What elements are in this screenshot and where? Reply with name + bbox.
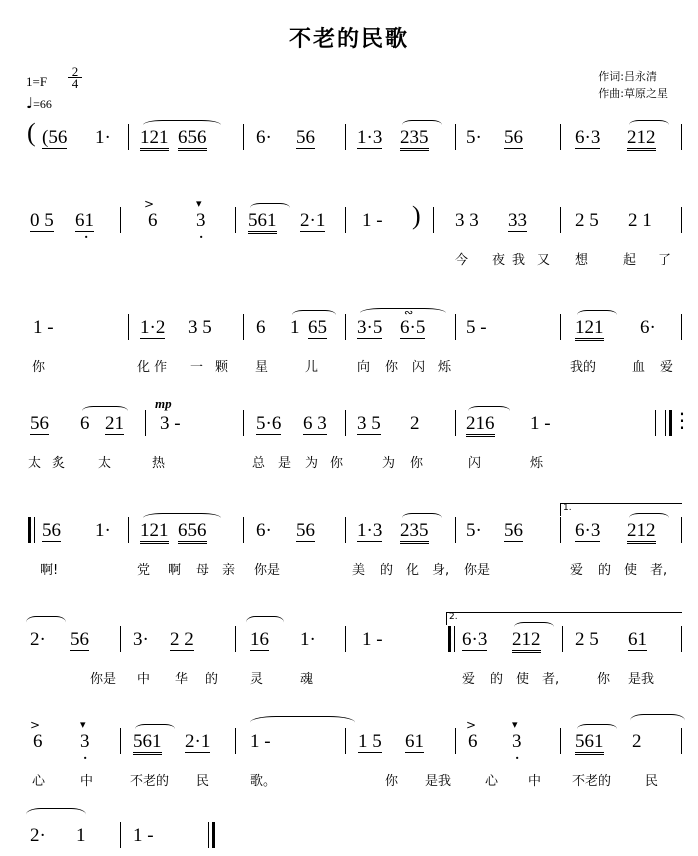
lyric-syllable: 者, — [650, 563, 668, 578]
note-group: 6·5 — [400, 317, 426, 338]
note-group: 56 — [42, 520, 61, 541]
lyricist: 作词:吕永清 — [598, 70, 657, 83]
barline — [145, 410, 146, 436]
lyric-syllable: 使 — [516, 672, 530, 687]
barline — [120, 207, 121, 233]
ornament-mark: ▾ — [80, 718, 86, 731]
lyric-syllable: 歌。 — [250, 774, 277, 789]
barline — [681, 626, 682, 652]
system-2-lyrics — [0, 249, 698, 271]
slur — [135, 724, 175, 734]
system-7-lyrics — [0, 770, 698, 792]
note-group: 216 — [466, 414, 495, 437]
lyric-syllable: 的 — [205, 672, 219, 687]
volta-bracket-2 — [446, 612, 682, 625]
system-5-notes — [0, 503, 698, 559]
close-paren: ) — [412, 201, 421, 230]
lyric-syllable: 心 — [32, 774, 46, 789]
ornament-mark: ▾ — [512, 718, 518, 731]
barline — [120, 626, 121, 652]
note-group: 2· — [30, 629, 46, 650]
note-group: 1 — [76, 825, 86, 846]
barline — [345, 517, 346, 543]
lyric-syllable: 化 作 — [137, 360, 168, 375]
lyric-syllable: 烁 — [530, 456, 544, 471]
slur — [402, 513, 442, 523]
note-group: 56 — [504, 127, 523, 148]
time-signature — [68, 66, 82, 89]
slur — [250, 716, 355, 729]
slur — [26, 808, 86, 821]
lyric-syllable: 灵 — [250, 672, 264, 687]
barline — [562, 626, 563, 652]
meter-numerator: 2 — [71, 64, 79, 79]
note-group: 6·3 — [462, 629, 488, 650]
octave-dot: · — [514, 748, 521, 769]
slur — [514, 622, 554, 632]
slur — [246, 616, 284, 629]
barline — [345, 124, 346, 150]
quarter-note-icon: ♩ — [26, 94, 34, 112]
note-group: 212 — [627, 128, 656, 151]
lyric-syllable: 你是 — [254, 563, 281, 578]
dynamic-marking: mp — [155, 396, 172, 411]
lyric-syllable: 是 — [278, 456, 292, 471]
note-group: 1 - — [362, 629, 383, 650]
slur — [82, 406, 128, 416]
note-group: 1· — [95, 520, 111, 541]
barline — [345, 207, 346, 233]
slur — [577, 310, 617, 320]
system-6-lyrics — [0, 668, 698, 690]
tempo-marking — [26, 94, 52, 112]
ornament-mark: ▾ — [196, 197, 202, 210]
note-group: 3 — [512, 731, 522, 752]
lyric-syllable: 中 — [80, 774, 94, 789]
lyric-syllable: 是我 — [628, 672, 655, 687]
key-signature: 1=F — [26, 74, 48, 89]
system-4-notes — [0, 396, 698, 452]
note-group: 6 3 — [303, 413, 327, 434]
lyric-syllable: 使 — [624, 563, 638, 578]
system-3-notes — [0, 306, 698, 356]
note-group: 1·3 — [357, 127, 383, 148]
note-group: (56 — [42, 127, 68, 148]
note-group: 1 - — [362, 210, 383, 231]
credits — [598, 68, 668, 102]
lyric-syllable: 心 — [485, 774, 499, 789]
lyric-syllable: 啊! — [40, 563, 59, 578]
note-group: 5 - — [466, 317, 487, 338]
volta-label: 2. — [449, 612, 458, 622]
repeat-start-icon: ⋮ — [20, 515, 40, 539]
slur — [250, 203, 290, 213]
lyric-syllable: 不老的 — [572, 774, 612, 789]
lyric-syllable: 的 — [490, 672, 504, 687]
note-group: 1· — [95, 127, 111, 148]
note-group: 1·3 — [357, 520, 383, 541]
system-1-notes — [0, 118, 698, 166]
lyric-syllable: 啊 — [168, 563, 182, 578]
lyric-syllable: 我的 — [570, 360, 597, 375]
note-group: 1·2 — [140, 317, 166, 338]
system-2-notes — [0, 197, 698, 249]
note-group: 235 — [400, 521, 429, 544]
lyric-syllable: 闪 — [468, 456, 482, 471]
note-group: 5·6 — [256, 413, 282, 434]
slur — [143, 513, 221, 523]
note-group: 56 — [296, 520, 315, 541]
note-group: 3 - — [160, 413, 181, 434]
lyric-syllable: 向 — [357, 360, 371, 375]
slur — [402, 120, 442, 130]
slur — [360, 308, 446, 318]
note-group: 2 — [410, 413, 420, 434]
note-group: 561 — [248, 211, 277, 234]
final-barline — [208, 822, 215, 848]
lyric-syllable: 夜 — [492, 253, 506, 268]
lyric-syllable: 烁 — [438, 360, 452, 375]
barline — [243, 314, 244, 340]
note-group: 65 — [308, 317, 327, 338]
note-group: 212 — [512, 630, 541, 653]
barline — [345, 410, 346, 436]
lyric-syllable: 一 — [190, 360, 204, 375]
lyric-syllable: 党 — [137, 563, 151, 578]
barline — [128, 517, 129, 543]
lyric-syllable: 太 — [28, 456, 42, 471]
barline — [681, 517, 682, 543]
note-group: 6 — [256, 317, 266, 338]
lyric-syllable: 你 — [32, 360, 46, 375]
barline — [345, 314, 346, 340]
note-group: 2·1 — [300, 210, 326, 231]
note-group: 6 — [148, 210, 158, 231]
barline — [235, 728, 236, 754]
barline — [120, 822, 121, 848]
lyric-syllable: 身, — [432, 563, 450, 578]
note-group: 121 — [575, 318, 604, 341]
slur — [143, 120, 221, 130]
note-group: 61 — [405, 731, 424, 752]
system-5-lyrics — [0, 559, 698, 581]
lyric-syllable: 闪 — [412, 360, 426, 375]
note-group: 1 - — [133, 825, 154, 846]
note-group: 2 2 — [170, 629, 194, 650]
lyric-syllable: 今 — [455, 253, 469, 268]
note-group: 3 5 — [188, 317, 212, 338]
note-group: 56 — [296, 127, 315, 148]
lyric-syllable: 我 — [512, 253, 526, 268]
slur — [468, 406, 510, 416]
note-group: 21 — [105, 413, 124, 434]
barline — [681, 314, 682, 340]
barline — [433, 207, 434, 233]
lyric-syllable: 母 — [196, 563, 210, 578]
accent-mark: > — [144, 197, 155, 211]
lyric-syllable: 爱 — [570, 563, 584, 578]
system-8-notes — [0, 808, 698, 852]
barline — [560, 728, 561, 754]
note-group: 0 5 — [30, 210, 54, 231]
slur — [26, 616, 66, 629]
note-group: 6·3 — [575, 520, 601, 541]
note-group: 212 — [627, 521, 656, 544]
note-group: 2·1 — [185, 731, 211, 752]
lyric-syllable: 华 — [175, 672, 189, 687]
lyric-syllable: 你 — [385, 774, 399, 789]
lyric-syllable: 儿 — [305, 360, 319, 375]
barline — [128, 124, 129, 150]
lyric-syllable: 你 — [410, 456, 424, 471]
lyric-syllable: 民 — [196, 774, 210, 789]
lyric-syllable: 化 — [406, 563, 420, 578]
note-group: 61 — [75, 210, 94, 231]
note-group: 121 — [140, 521, 169, 544]
note-group: 3 — [80, 731, 90, 752]
double-barline — [665, 410, 672, 436]
barline — [235, 207, 236, 233]
lyric-syllable: 起 — [623, 253, 637, 268]
note-group: 2· — [30, 825, 46, 846]
system-6-notes — [0, 612, 698, 656]
barline — [560, 314, 561, 340]
note-group: 656 — [178, 128, 207, 151]
lyric-syllable: 爱 — [660, 360, 674, 375]
slur — [630, 714, 685, 727]
lyric-syllable: 血 — [632, 360, 646, 375]
lyric-syllable: 为 — [382, 456, 396, 471]
lyric-syllable: 是我 — [425, 774, 452, 789]
lyric-syllable: 想 — [575, 253, 589, 268]
lyric-syllable: 爱 — [462, 672, 476, 687]
note-group: 33 — [508, 210, 527, 231]
lyric-syllable: 魂 — [300, 672, 314, 687]
system-4-lyrics — [0, 452, 698, 474]
note-group: 656 — [178, 521, 207, 544]
note-group: 61 — [628, 629, 647, 650]
note-group: 2 1 — [628, 210, 652, 231]
note-group: 1 - — [33, 317, 54, 338]
note-group: 3 5 — [357, 413, 381, 434]
lyric-syllable: 又 — [537, 253, 551, 268]
accent-mark: > — [466, 718, 477, 732]
lyric-syllable: 中 — [528, 774, 542, 789]
barline — [560, 124, 561, 150]
system-7-notes — [0, 712, 698, 769]
barline — [120, 728, 121, 754]
page-title: 不老的民歌 — [288, 27, 409, 52]
barline — [128, 314, 129, 340]
note-group: 56 — [70, 629, 89, 650]
barline — [681, 728, 682, 754]
lyric-syllable: 颗 — [215, 360, 229, 375]
barline — [455, 410, 456, 436]
lyric-syllable: 中 — [137, 672, 151, 687]
note-group: 1· — [300, 629, 316, 650]
lyric-syllable: 的 — [598, 563, 612, 578]
note-group: 6 — [80, 413, 90, 434]
lyric-syllable: 亲 — [222, 563, 236, 578]
note-group: 6· — [256, 127, 272, 148]
repeat-end-icon: ⋮ — [672, 408, 692, 432]
ornament-mark: ∾ — [404, 306, 414, 319]
repeat-start-icon: ⋮ — [440, 624, 460, 648]
barline — [655, 410, 656, 436]
note-group: 1 - — [250, 731, 271, 752]
open-paren: ( — [27, 118, 36, 147]
note-group: 16 — [250, 629, 269, 650]
barline — [243, 124, 244, 150]
lyric-syllable: 了 — [658, 253, 672, 268]
lyric-syllable: 总 — [252, 456, 266, 471]
meter-denominator: 4 — [68, 77, 82, 89]
note-group: 561 — [133, 732, 162, 755]
note-group: 561 — [575, 732, 604, 755]
note-group: 121 — [140, 128, 169, 151]
note-group: 1 — [290, 317, 300, 338]
note-group: 2 — [632, 731, 642, 752]
note-group: 6 — [33, 731, 43, 752]
accent-mark: > — [30, 718, 41, 732]
volta-label: 1. — [563, 503, 572, 513]
barline — [681, 207, 682, 233]
slur — [577, 724, 617, 734]
note-group: 235 — [400, 128, 429, 151]
note-group: 6 — [468, 731, 478, 752]
lyric-syllable: 你是 — [90, 672, 117, 687]
barline — [681, 124, 682, 150]
note-group: 5· — [466, 127, 482, 148]
barline — [560, 207, 561, 233]
note-group: 6· — [256, 520, 272, 541]
barline — [455, 124, 456, 150]
barline — [235, 626, 236, 652]
note-group: 5· — [466, 520, 482, 541]
lyric-syllable: 你 — [597, 672, 611, 687]
lyric-syllable: 星 — [255, 360, 269, 375]
note-group: 1 5 — [358, 731, 382, 752]
barline — [345, 626, 346, 652]
note-group: 6· — [640, 317, 656, 338]
note-group: 6·3 — [575, 127, 601, 148]
note-group: 2 5 — [575, 629, 599, 650]
note-group: 3 3 — [455, 210, 479, 231]
lyric-syllable: 不老的 — [130, 774, 170, 789]
note-group: 3· — [133, 629, 149, 650]
note-group: 1 - — [530, 413, 551, 434]
octave-dot: · — [83, 227, 90, 248]
tempo-value: =66 — [33, 97, 52, 111]
barline — [455, 728, 456, 754]
note-group: 56 — [30, 413, 49, 434]
lyric-syllable: 你 — [385, 360, 399, 375]
note-group: 3 — [196, 210, 206, 231]
octave-dot: · — [82, 748, 89, 769]
system-3-lyrics — [0, 356, 698, 378]
barline — [560, 517, 561, 543]
octave-dot: · — [198, 227, 205, 248]
lyric-syllable: 民 — [645, 774, 659, 789]
lyric-syllable: 热 — [152, 456, 166, 471]
barline — [455, 517, 456, 543]
lyric-syllable: 者, — [542, 672, 560, 687]
slur — [292, 310, 336, 320]
lyric-syllable: 你是 — [464, 563, 491, 578]
barline — [243, 410, 244, 436]
lyric-syllable: 美 — [352, 563, 366, 578]
note-group: 2 5 — [575, 210, 599, 231]
composer: 作曲:草原之星 — [598, 87, 668, 100]
slur — [629, 120, 669, 130]
lyric-syllable: 的 — [380, 563, 394, 578]
note-group: 56 — [504, 520, 523, 541]
barline — [345, 728, 346, 754]
lyric-syllable: 为 — [305, 456, 319, 471]
barline — [455, 314, 456, 340]
note-group: 3·5 — [357, 317, 383, 338]
barline — [243, 517, 244, 543]
lyric-syllable: 炙 — [52, 456, 66, 471]
slur — [629, 513, 669, 523]
lyric-syllable: 你 — [330, 456, 344, 471]
lyric-syllable: 太 — [98, 456, 112, 471]
